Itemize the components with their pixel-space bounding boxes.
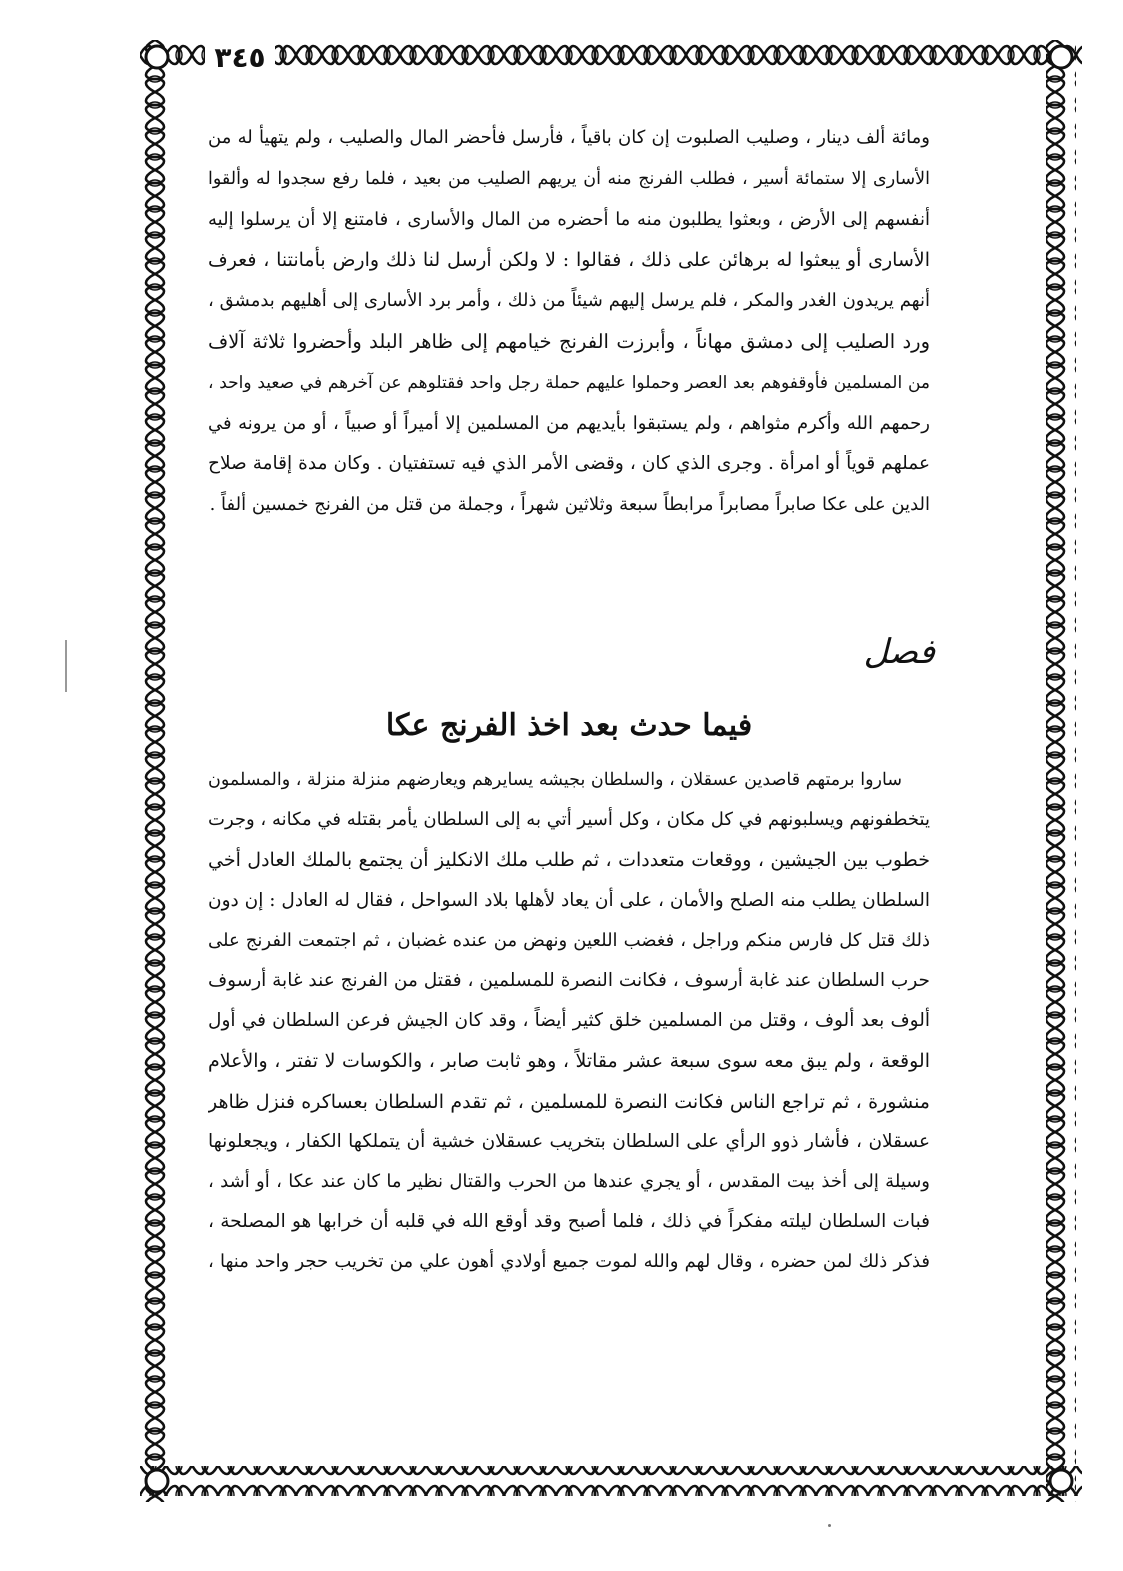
text-line: فذكر ذلك لمن حضره ، وقال لهم والله لموت جميع أولادي أهون علي من تخريب حجر واحد منها ،	[208, 1251, 930, 1273]
text-line: حرب السلطان عند غابة أرسوف ، فكانت النصرة للمسلمين ، فقتل من الفرنج عند غابة أرسوف	[208, 970, 930, 992]
scan-mark	[65, 640, 67, 692]
text-line: الدين على عكا صابراً مصابراً مرابطاً سبعة وثلاثين شهراً ، وجملة من قتل من الفرنج خمسين ألفاً .	[209, 494, 930, 516]
text-line: خطوب بين الجيشين ، ووقعات متعددات ، ثم طلب ملك الانكليز أن يجتمع بالملك العادل أخي	[208, 849, 930, 872]
text-line: السلطان يطلب منه الصلح والأمان ، على أن يعاد لأهلها بلاد السواحل ، فقال له العادل : إن دون	[208, 889, 930, 911]
text-line: وسيلة إلى أخذ بيت المقدس ، أو يجري عندها من الحرب والقتال نظير ما كان عند عكا ، أو أشد ،	[208, 1171, 930, 1193]
text-line: ألوف بعد ألوف ، وقتل من المسلمين خلق كثير أيضاً ، وقد كان الجيش فرعن السلطان في أول	[208, 1010, 930, 1032]
text-line: من المسلمين فأوقفوهم بعد العصر وحملوا عليهم حملة رجل واحد فقتلوهم عن آخرهم في صعيد واحد ،	[208, 372, 930, 393]
text-line: رحمهم الله وأكرم مثواهم ، ولم يستبقوا بأيديهم من المسلمين إلا أميراً أو صبياً ، أو من يرونه في	[208, 412, 930, 434]
text-line: ومائة ألف دينار ، وصليب الصلبوت إن كان باقياً ، فأرسل فأحضر المال والصليب ، ولم يتهيأ له من	[208, 127, 930, 148]
text-line: أنفسهم إلى الأرض ، وبعثوا يطلبون منه ما أحضره من المال والأسارى ، فامتنع إلا أن يرسلوا إليه	[208, 208, 930, 230]
paragraph-1	[208, 118, 930, 526]
text-line: أنهم يريدون الغدر والمكر ، فلم يرسل إليهم شيئاً من ذلك ، وأمر برد الأسارى إلى أهليهم بدمشق ،	[208, 290, 930, 312]
page-number: ٣٤٥	[205, 41, 275, 75]
text-line: ورد الصليب إلى دمشق مهاناً ، وأبرزت الفرنج خيامهم إلى ظاهر البلد وأحضروا ثلاثة آلاف	[208, 329, 930, 353]
text-line: فبات السلطان ليلته مفكراً في ذلك ، فلما أصبح وقد أوقع الله في قلبه أن خرابها هو المصلحة ،	[208, 1211, 930, 1233]
scan-dot	[828, 1524, 831, 1527]
fasl-heading: فصل	[863, 632, 935, 672]
text-line: عملهم قوياً أو امرأة . وجرى الذي كان ، وقضى الأمر الذي فيه تستفتيان . وكان مدة إقامة صلاح	[208, 453, 930, 475]
text-line: الوقعة ، ولم يبق معه سوى سبعة عشر مقاتلاً ، وهو ثابت صابر ، والكوسات لا تفتر ، والأعلام	[208, 1050, 930, 1073]
text-line: يتخطفونهم ويسلبونهم في كل مكان ، وكل أسير أتي به إلى السلطان يأمر بقتله في مكانه ، وجرت	[208, 809, 930, 831]
text-line: ساروا برمتهم قاصدين عسقلان ، والسلطان بجيشه يسايرهم ويعارضهم منزلة منزلة ، والمسلمون	[208, 770, 902, 790]
text-line: عسقلان ، فأشار ذوو الرأي على السلطان بتخريب عسقلان خشية أن يتملكها الكفار ، ويجعلونها	[208, 1130, 930, 1152]
text-line: ذلك قتل كل فارس منكم وراجل ، فغضب اللعين ونهض من عنده غضبان ، ثم اجتمعت الفرنج على	[208, 929, 930, 951]
section-title: فيما حدث بعد اخذ الفرنج عكا	[385, 708, 753, 743]
paragraph-2	[208, 760, 930, 1283]
text-line: الأسارى إلا ستمائة أسير ، فطلب الفرنج منه أن يريهم الصليب من بعيد ، فلما رفع سجدوا له وألقوا	[208, 168, 930, 189]
text-line: الأسارى أو يبعثوا له برهائن على ذلك ، فقالوا : لا ولكن أرسل لنا ذلك وارض بأمانتنا ، فعرف	[208, 249, 930, 272]
text-line: منشورة ، ثم تراجع الناس فكانت النصرة للمسلمين ، ثم تقدم السلطان بعساكره فنزل ظاهر	[208, 1090, 930, 1113]
